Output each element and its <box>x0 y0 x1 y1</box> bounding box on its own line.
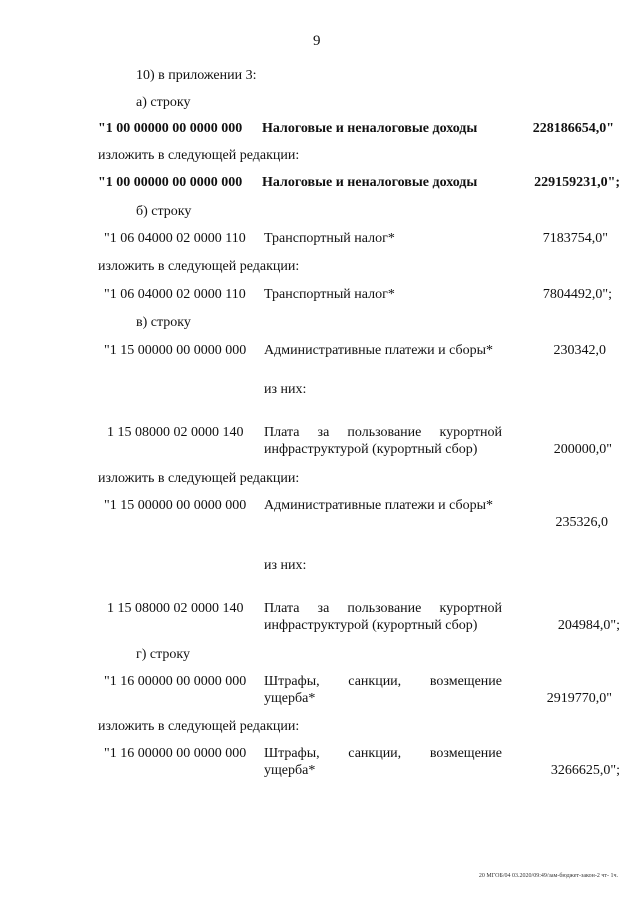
row-value: 3266625,0"; <box>550 763 620 778</box>
row-value: 2919770,0" <box>546 691 612 706</box>
row-value: 230342,0 <box>553 343 606 358</box>
row-code: "1 16 00000 00 0000 000 <box>104 674 247 689</box>
replace-text: изложить в следующей редакции: <box>98 719 300 734</box>
row-name: Штрафы, санкции, возмещение ущерба* <box>264 746 502 778</box>
subitem-g-label: г) строку <box>136 647 191 662</box>
page-number: 9 <box>313 33 321 49</box>
subitem-b-label: б) строку <box>136 204 192 219</box>
row-value: 228186654,0" <box>532 121 614 136</box>
of-which-label: из них: <box>264 558 307 573</box>
row-value: 7183754,0" <box>542 231 608 246</box>
item-10-heading: 10) в приложении 3: <box>136 68 257 83</box>
row-code: "1 16 00000 00 0000 000 <box>104 746 247 761</box>
row-code: "1 00 00000 00 0000 000 <box>98 175 243 190</box>
row-name: Плата за пользование курортной инфраструктурой (курортный сбор) <box>264 601 502 633</box>
row-value: 235326,0 <box>555 515 608 530</box>
row-code: "1 15 00000 00 0000 000 <box>104 498 247 513</box>
row-value: 229159231,0"; <box>534 175 620 190</box>
row-value: 7804492,0"; <box>542 287 612 302</box>
row-name: Административные платежи и сборы* <box>264 343 493 358</box>
subitem-a-label: а) строку <box>136 95 191 110</box>
row-name: Транспортный налог* <box>264 231 395 246</box>
replace-text: изложить в следующей редакции: <box>98 471 300 486</box>
row-value: 200000,0" <box>553 442 612 457</box>
row-code: "1 06 04000 02 0000 110 <box>104 287 246 302</box>
footer-file-info: 20 МГОБ/04 03.2020/09:49/зам-бюджет-закон-2 чт- 1ч. <box>478 873 618 879</box>
row-name: Налоговые и неналоговые доходы <box>262 121 478 136</box>
row-code: 1 15 08000 02 0000 140 <box>107 601 244 616</box>
row-code: "1 15 00000 00 0000 000 <box>104 343 247 358</box>
row-name: Административные платежи и сборы* <box>264 498 493 513</box>
row-name: Транспортный налог* <box>264 287 395 302</box>
row-name: Налоговые и неналоговые доходы <box>262 175 478 190</box>
row-code: 1 15 08000 02 0000 140 <box>107 425 244 440</box>
replace-text: изложить в следующей редакции: <box>98 259 300 274</box>
of-which-label: из них: <box>264 382 307 397</box>
row-name: Плата за пользование курортной инфраструктурой (курортный сбор) <box>264 425 502 457</box>
row-name: Штрафы, санкции, возмещение ущерба* <box>264 674 502 706</box>
row-value: 204984,0"; <box>557 618 620 633</box>
row-code: "1 00 00000 00 0000 000 <box>98 121 243 136</box>
subitem-v-label: в) строку <box>136 315 191 330</box>
replace-text: изложить в следующей редакции: <box>98 148 300 163</box>
row-code: "1 06 04000 02 0000 110 <box>104 231 246 246</box>
